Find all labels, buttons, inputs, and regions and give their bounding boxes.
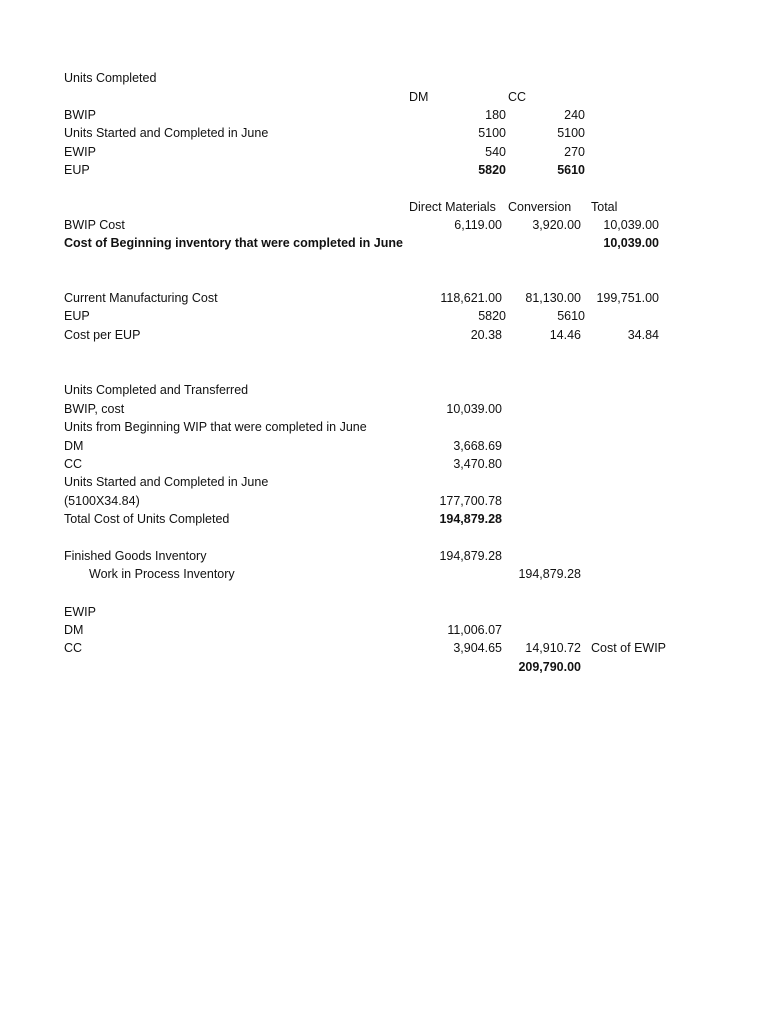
row-label: EUP [64,163,90,177]
units-header-row [0,88,768,106]
credit-amount: 194,879.28 [518,567,581,581]
section-heading: EWIP [64,605,96,619]
cost-header-row [0,198,768,216]
transferred-heading-row [0,381,768,399]
total-value: 34.84 [627,328,659,342]
units-row-ewip [0,143,768,161]
dm-value: 20.38 [470,328,502,342]
units-row-started [0,124,768,142]
header-total: Total [591,200,618,214]
row-label: BWIP [64,108,96,122]
cc-value: 270 [564,145,585,159]
dm-value: 540 [485,145,506,159]
journal-credit-row [0,565,768,583]
row-label: Units from Beginning WIP that were completed in June [64,420,367,434]
started-completed-row [0,473,768,491]
amount-value: 11,006.07 [447,623,502,637]
conversion-value: 5610 [557,309,585,323]
cc-value: 240 [564,108,585,122]
row-label: BWIP Cost [64,218,125,232]
dm-value: 5100 [478,126,506,140]
cc-value: 5610 [557,163,585,177]
transferred-bwip-row [0,400,768,418]
grand-total: 209,790.00 [518,660,581,674]
section-title: Units Completed [64,71,157,85]
dm-value: 180 [485,108,506,122]
beginning-completed-row [0,234,768,252]
row-label: (5100X34.84) [64,494,140,508]
amount-value: 3,904.65 [453,641,502,655]
row-label: Total Cost of Units Completed [64,512,230,526]
header-cc: CC [508,90,527,104]
credit-account: Work in Process Inventory [89,567,235,581]
formula-row [0,492,768,510]
debit-amount: 194,879.28 [439,549,502,563]
transferred-cc-row [0,455,768,473]
ewip-cc-row [0,639,768,657]
ewip-sum: 14,910.72 [525,641,581,655]
row-label: Cost of Beginning inventory that were completed in June [64,236,403,250]
row-label: CC [64,457,83,471]
conversion-value: 81,130.00 [525,291,581,305]
grand-total-row [0,658,768,676]
total-value: 10,039.00 [603,236,659,250]
row-label: Current Manufacturing Cost [64,291,218,305]
row-label: EUP [64,309,90,323]
from-beginning-row [0,418,768,436]
dm-value: 5820 [478,163,506,177]
row-label: Units Started and Completed in June [64,126,269,140]
ewip-dm-row [0,621,768,639]
header-direct-materials: Direct Materials [409,200,496,214]
amount-value: 194,879.28 [439,512,502,526]
section-title-row [0,69,768,87]
header-conversion: Conversion [508,200,572,214]
cost-per-eup-row [0,326,768,344]
cc-value: 5100 [557,126,585,140]
debit-account: Finished Goods Inventory [64,549,207,563]
amount-value: 177,700.78 [439,494,502,508]
bwip-cost-row [0,216,768,234]
row-label: DM [64,439,84,453]
ewip-heading-row [0,603,768,621]
dm-value: 6,119.00 [454,218,502,232]
total-value: 10,039.00 [603,218,659,232]
current-cost-row [0,289,768,307]
dm-value: 5820 [478,309,506,323]
units-row-bwip [0,106,768,124]
row-label: Units Started and Completed in June [64,475,269,489]
dm-value: 118,621.00 [440,291,502,305]
row-label: Cost per EUP [64,328,141,342]
amount-value: 10,039.00 [446,402,502,416]
amount-value: 3,470.80 [453,457,502,471]
units-row-eup [0,161,768,179]
row-label: EWIP [64,145,96,159]
amount-value: 3,668.69 [453,439,502,453]
transferred-dm-row [0,437,768,455]
total-completed-row [0,510,768,528]
ewip-note: Cost of EWIP [591,641,667,655]
total-value: 199,751.00 [596,291,659,305]
conversion-value: 14.46 [549,328,581,342]
header-dm: DM [409,90,429,104]
conversion-value: 3,920.00 [532,218,581,232]
row-label: DM [64,623,84,637]
row-label: CC [64,641,83,655]
section-heading: Units Completed and Transferred [64,383,249,397]
current-eup-row [0,307,768,325]
row-label: BWIP, cost [64,402,125,416]
journal-debit-row [0,547,768,565]
